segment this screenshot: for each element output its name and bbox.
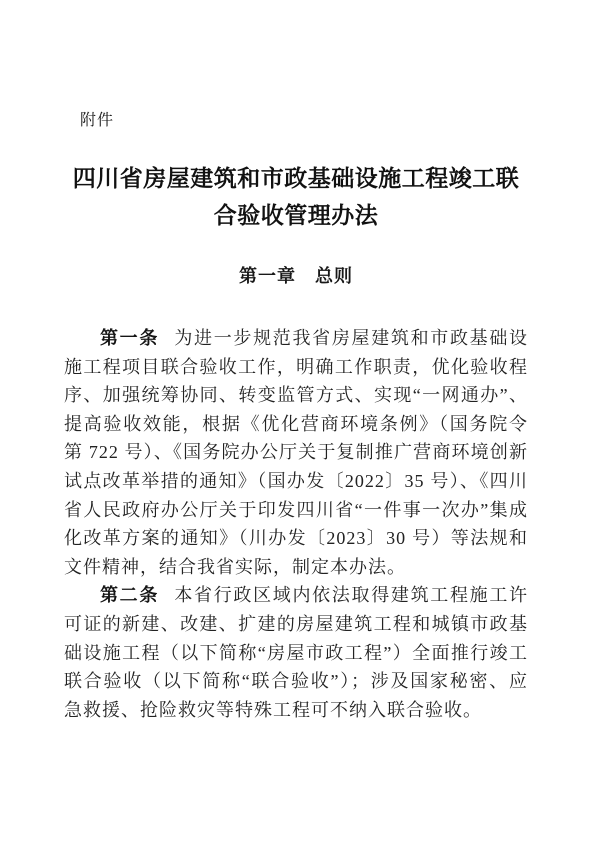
paragraph-article-2 (64, 581, 528, 724)
document-title: 四川省房屋建筑和市政基础设施工程竣工联合验收管理办法 (72, 166, 520, 228)
article-1-text: 为进一步规范我省房屋建筑和市政基础设施工程项目联合验收工作，明确工作职责，优化验收程序、加强统筹协同、转变监管方式、实现“一网通办”、提高验收效能，根据《优化营商环境条例》（国务院令第 722 号）、《国务院办公厅关于复制推广营商环境创新试点改革举措的通知》（国办发〔2022〕35 号）、《四川省人民政府办公厅关于印发四川省“一件事一次办”集成化改革方案的通知》（川办发〔2023〕30 号）等法规和文件精神，结合我省实际，制定本办法。 (64, 328, 529, 577)
chapter-heading: 第一章 总则 (239, 266, 353, 286)
paragraph-article-1 (64, 324, 528, 581)
article-2-text: 本省行政区域内依法取得建筑工程施工许可证的新建、改建、扩建的房屋建筑工程和城镇市政基础设施工程（以下简称“房屋市政工程”）全面推行竣工联合验收（以下简称“联合验收”）；涉及国家秘密、应急救援、抢险救灾等特殊工程可不纳入联合验收。 (64, 585, 529, 720)
article-2-label: 第二条 (100, 585, 160, 606)
document-body (64, 324, 528, 724)
attachment-label: 附件 (80, 112, 115, 129)
article-1-label: 第一条 (100, 328, 160, 348)
